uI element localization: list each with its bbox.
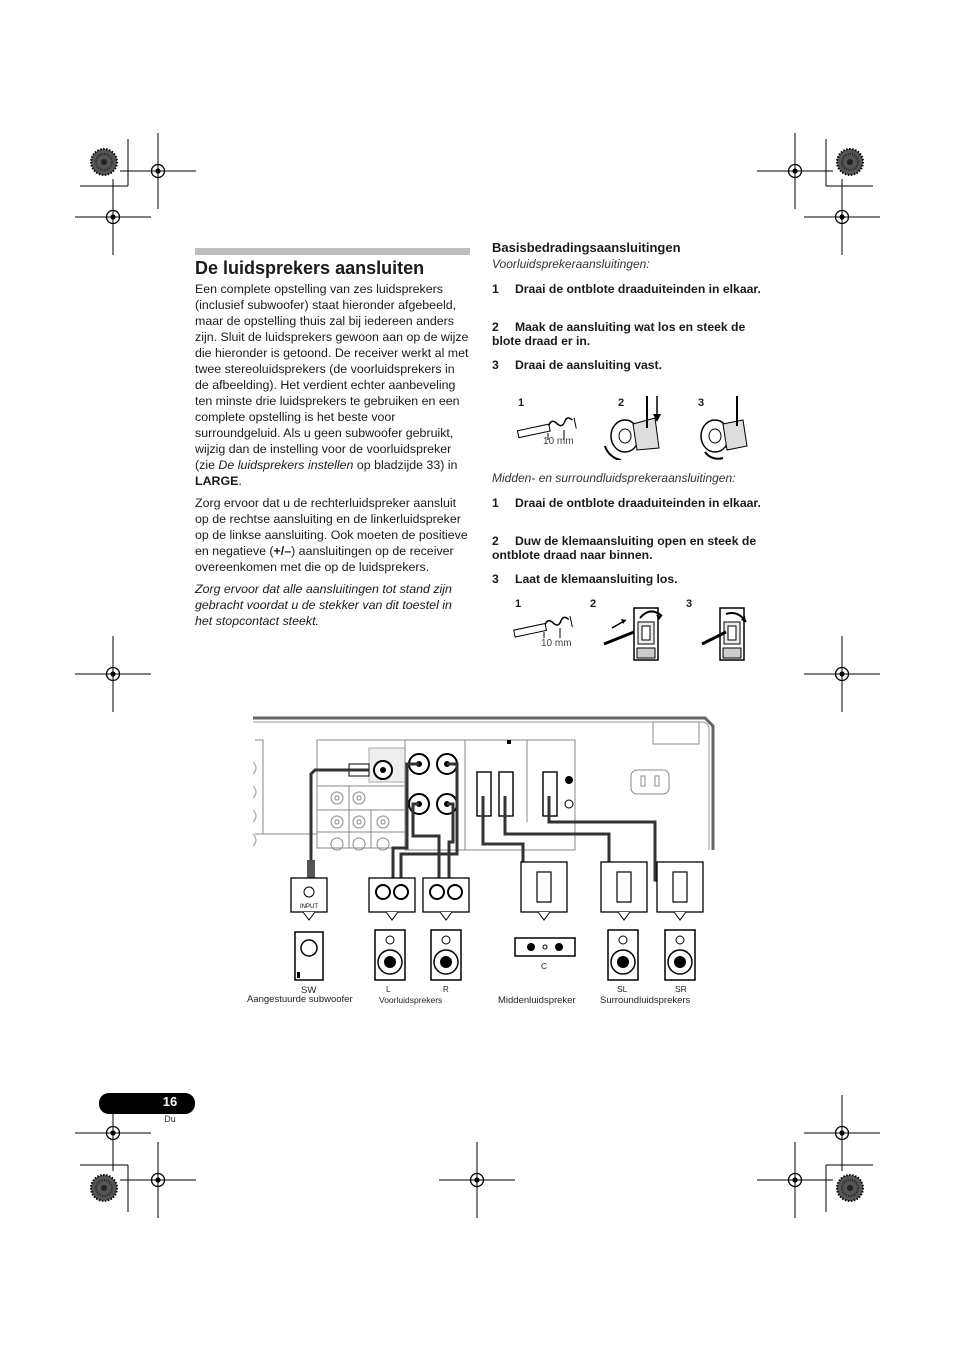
paragraph-text: Een complete opstelling van zes luidsprekers (inclusief subwoofer) staat hieronder afgebeeld, maar de opstelling thuis zal bij iedereen anders zijn. Sluit de luidsprekers gewoon aan op de wijze die hieronder is getoond. De receiver werkt al met twee stereoluidsprekers (de voorluidsprekers in de afbeelding). Het verdient echter aanbeveling ten minste drie luidsprekers te gebruiken en een complete opstelling is het beste voor surroundgeluid. Als u geen subwoofer gebruikt, wijzig dan de instelling voor de voorluidspreker (zie bbox=[195, 282, 469, 472]
paragraph-text: ) aansluitingen op de receiver overeenkomen met die op de luidsprekers. bbox=[195, 544, 454, 574]
front-subheading: Voorluidsprekeraansluitingen: bbox=[492, 257, 650, 271]
speaker-wiring-diagram bbox=[225, 712, 725, 997]
center-surround-subheading: Midden- en surroundluidsprekeraansluitingen: bbox=[492, 471, 736, 485]
label-sl: SL bbox=[617, 984, 628, 994]
label-c: C bbox=[541, 961, 548, 971]
label-surround: Surroundluidsprekers bbox=[600, 995, 691, 1006]
front-step-3 bbox=[492, 358, 772, 372]
spring-clip-figure bbox=[508, 598, 768, 664]
step-number: 1 bbox=[492, 496, 499, 510]
step-number: 3 bbox=[492, 358, 499, 372]
step-text: Laat de klemaansluiting los. bbox=[515, 572, 678, 586]
label-front: Voorluidsprekers bbox=[379, 995, 443, 1005]
sub-input-label: INPUT bbox=[300, 904, 318, 910]
step-number: 2 bbox=[492, 320, 499, 334]
front-step-1 bbox=[492, 282, 772, 296]
paragraph-text: . bbox=[238, 474, 242, 488]
fig1-label-3: 3 bbox=[698, 397, 705, 409]
fig2-label-3: 3 bbox=[686, 598, 693, 610]
label-sr: SR bbox=[675, 984, 687, 994]
section-bar bbox=[195, 248, 470, 255]
screw-terminal-figure bbox=[510, 390, 770, 460]
step-text: Draai de aansluiting vast. bbox=[515, 358, 662, 372]
step-number: 2 bbox=[492, 534, 499, 548]
step-text: Maak de aansluiting wat los en steek de blote draad er in. bbox=[492, 320, 746, 348]
label-subwoofer: Aangestuurde subwoofer bbox=[247, 994, 353, 1005]
basic-wiring-column bbox=[492, 240, 772, 271]
basic-wiring-heading: Basisbedradingsaansluitingen bbox=[492, 240, 681, 255]
intro-text bbox=[195, 281, 470, 635]
page-title: De luidsprekers aansluiten bbox=[195, 258, 425, 278]
fig2-label-1: 1 bbox=[515, 598, 522, 610]
center-step-2 bbox=[492, 534, 772, 562]
label-r: R bbox=[443, 985, 449, 994]
step-text: Draai de ontblote draaduiteinden in elkaar. bbox=[515, 282, 761, 296]
label-l: L bbox=[386, 985, 391, 994]
label-center: Middenluidspreker bbox=[498, 995, 576, 1006]
polarity-symbol: +/– bbox=[273, 544, 292, 558]
fig1-label-1: 1 bbox=[518, 397, 525, 409]
fig2-label-2: 2 bbox=[590, 598, 597, 610]
paragraph-text: Zorg ervoor dat u de rechterluidspreker aansluit op de rechtse aansluiting en de linkerluidspreker op de linkse aansluiting. Ook moeten de positieve en negatieve ( bbox=[195, 496, 468, 558]
step-number: 1 bbox=[492, 282, 499, 296]
fig1-label-2: 2 bbox=[618, 397, 625, 409]
label-sw: SW bbox=[301, 985, 317, 996]
step-number: 3 bbox=[492, 572, 499, 586]
fig1-measure: 10 mm bbox=[543, 436, 574, 447]
paragraph-text: op bladzijde 33) in bbox=[353, 458, 458, 472]
page-language: Du bbox=[164, 1114, 176, 1124]
paragraph-intro bbox=[195, 281, 470, 489]
paragraph-polarity bbox=[195, 495, 470, 575]
center-step-3 bbox=[492, 572, 772, 586]
step-text: Duw de klemaansluiting open en steek de ontblote draad naar binnen. bbox=[492, 534, 757, 562]
fig2-measure: 10 mm bbox=[541, 638, 572, 649]
front-step-2 bbox=[492, 320, 772, 348]
paragraph-note: Zorg ervoor dat alle aansluitingen tot stand zijn gebracht voordat u de stekker van dit toestel in het stopcontact steekt. bbox=[195, 582, 452, 628]
step-text: Draai de ontblote draaduiteinden in elkaar. bbox=[515, 496, 761, 510]
setting-value: LARGE bbox=[195, 474, 239, 488]
cross-reference: De luidsprekers instellen bbox=[218, 458, 354, 472]
center-step-1 bbox=[492, 496, 772, 510]
page-number: 16 bbox=[162, 1094, 178, 1109]
